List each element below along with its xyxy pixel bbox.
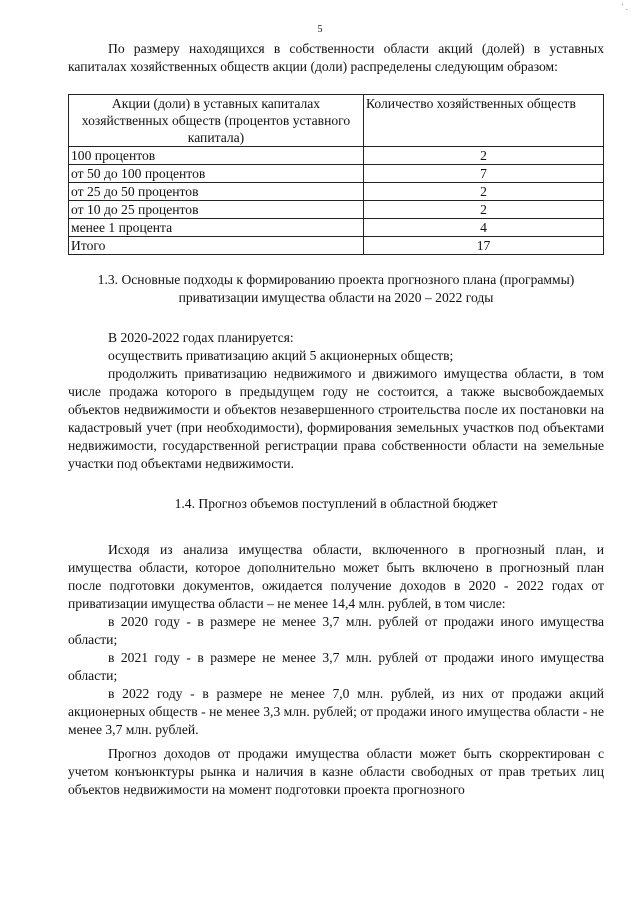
table-row	[69, 183, 604, 201]
table-row-total	[69, 237, 604, 255]
table-header-shares: Акции (доли) в уставных капиталах хозяйственных обществ (процентов уставного капитала)	[69, 95, 364, 147]
table-row	[69, 201, 604, 219]
section-1-3-paragraph: В 2020-2022 годах планируется:	[108, 330, 294, 345]
section-heading-1-4: 1.4. Прогноз объемов поступлений в областной бюджет	[174, 496, 498, 511]
table-cell-label: от 25 до 50 процентов	[69, 183, 364, 201]
table-cell-count: 2	[364, 183, 604, 201]
table-row	[69, 165, 604, 183]
table-cell-label: Итого	[69, 237, 364, 255]
table-cell-count: 17	[364, 237, 604, 255]
table-cell-label: 100 процентов	[69, 147, 364, 165]
intro-paragraph: По размеру находящихся в собственности области акций (долей) в уставных капиталах хозяйственных обществ акции (доли) распределены следующим образом:	[68, 41, 604, 74]
page-number: 5	[317, 24, 323, 35]
table-cell-count: 4	[364, 219, 604, 237]
section-heading-1-3: 1.3. Основные подходы к формированию проекта прогнозного плана (программы) приватизации имущества области на 2020 – 2022 годы	[97, 272, 575, 305]
table-header-count: Количество хозяйственных обществ	[364, 95, 604, 147]
table-header-row	[69, 95, 604, 147]
table-cell-label: менее 1 процента	[69, 219, 364, 237]
shares-table	[68, 94, 604, 255]
section-1-4-paragraph: в 2022 году - в размере не менее 7,0 млн. рублей, из них от продажи акций акционерных обществ - не менее 3,3 млн. рублей; от продажи иного имущества области - не менее 3,7 млн. рублей.	[68, 686, 604, 737]
table-cell-label: от 10 до 25 процентов	[69, 201, 364, 219]
section-1-4-paragraph: в 2020 году - в размере не менее 3,7 млн. рублей от продажи иного имущества области;	[68, 614, 604, 647]
corner-mark: ' .	[621, 2, 628, 12]
table-cell-count: 2	[364, 147, 604, 165]
page-content	[68, 40, 604, 799]
table-row	[69, 147, 604, 165]
section-1-4-paragraph: Прогноз доходов от продажи имущества области может быть скорректирован с учетом конъюнктуры рынка и наличия в казне области свободных от прав третьих лиц объектов недвижимости на момент подготовки проекта прогнозного	[68, 746, 604, 797]
table-cell-count: 7	[364, 165, 604, 183]
section-1-4-paragraph: Исходя из анализа имущества области, включенного в прогнозный план, и имущества области, которое дополнительно может быть включено в прогнозный план после подготовки документов, ожидается получение доходов в 2020 - 2022 годах от приватизации имущества области – не менее 14,4 млн. рублей, в том числе:	[68, 542, 604, 611]
table-row	[69, 219, 604, 237]
table-cell-count: 2	[364, 201, 604, 219]
table-cell-label: от 50 до 100 процентов	[69, 165, 364, 183]
section-1-3-paragraph: продолжить приватизацию недвижимого и движимого имущества области, в том числе продажа которого в предыдущем году не состоится, а также высвобождаемых объектов недвижимости и объектов незавершенного строительства после их постановки на кадастровый учет (при необходимости), формирования земельных участков под объектами недвижимости, государственной регистрации права собственности области на земельные участки под объектами недвижимости.	[68, 366, 604, 471]
section-1-3-paragraph: осуществить приватизацию акций 5 акционерных обществ;	[108, 348, 454, 363]
section-1-4-paragraph: в 2021 году - в размере не менее 3,7 млн. рублей от продажи иного имущества области;	[68, 650, 604, 683]
